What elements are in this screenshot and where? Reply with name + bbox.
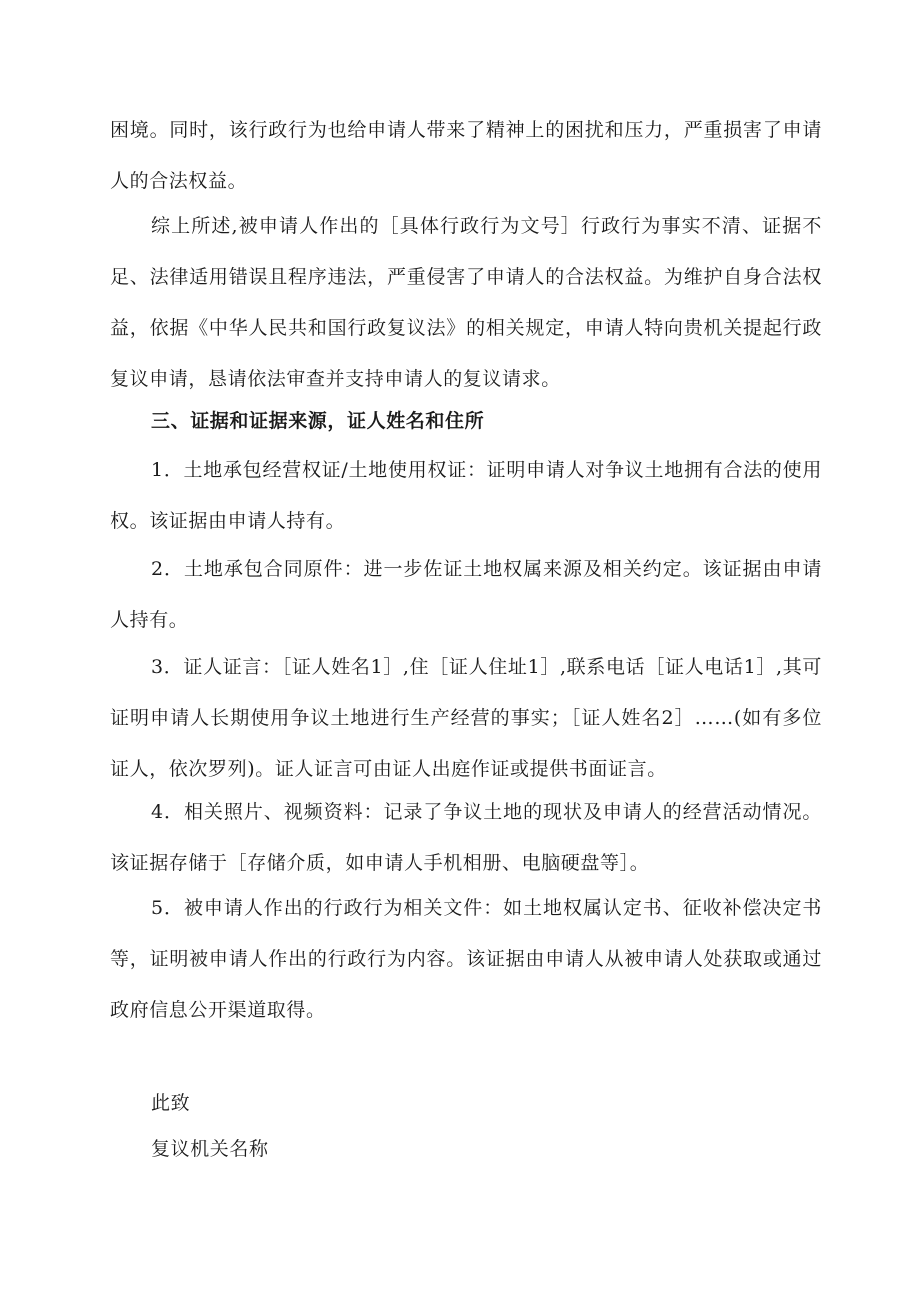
evidence-item-2: 2．土地承包合同原件：进一步佐证土地权属来源及相关约定。该证据由申请人持有。 [110, 558, 822, 631]
section-heading: 三、证据和证据来源，证人姓名和住所 [151, 410, 485, 432]
closing-recipient: 复议机关名称 [151, 1138, 269, 1160]
closing-salutation: 此致 [151, 1092, 191, 1114]
paragraph-conclusion: 综上所述,被申请人作出的［具体行政行为文号］行政行为事实不清、证据不足、法律适用错误且程序违法，严重侵害了申请人的合法权益。为维护自身合法权益，依据《中华人民共和国行政复议法》的相关规定，申请人特向贵机关提起行政复议申请，恳请依法审查并支持申请人的复议请求。 [110, 215, 822, 390]
evidence-item-3: 3．证人证言：［证人姓名1］,住［证人住址1］,联系电话［证人电话1］,其可证明申请人长期使用争议土地进行生产经营的事实；［证人姓名2］……(如有多位证人，依次罗列)。证人证言可由证人出庭作证或提供书面证言。 [110, 656, 822, 780]
evidence-item-5: 5．被申请人作出的行政行为相关文件：如土地权属认定书、征收补偿决定书等，证明被申请人作出的行政行为内容。该证据由申请人从被申请人处获取或通过政府信息公开渠道取得。 [110, 897, 822, 1021]
evidence-item-1: 1．土地承包经营权证/土地使用权证：证明申请人对争议土地拥有合法的使用权。该证据由申请人持有。 [110, 459, 822, 532]
evidence-item-4: 4．相关照片、视频资料：记录了争议土地的现状及申请人的经营活动情况。该证据存储于［存储介质，如申请人手机相册、电脑硬盘等］。 [110, 801, 822, 874]
paragraph-continuation: 困境。同时，该行政行为也给申请人带来了精神上的困扰和压力，严重损害了申请人的合法权益。 [110, 119, 822, 192]
